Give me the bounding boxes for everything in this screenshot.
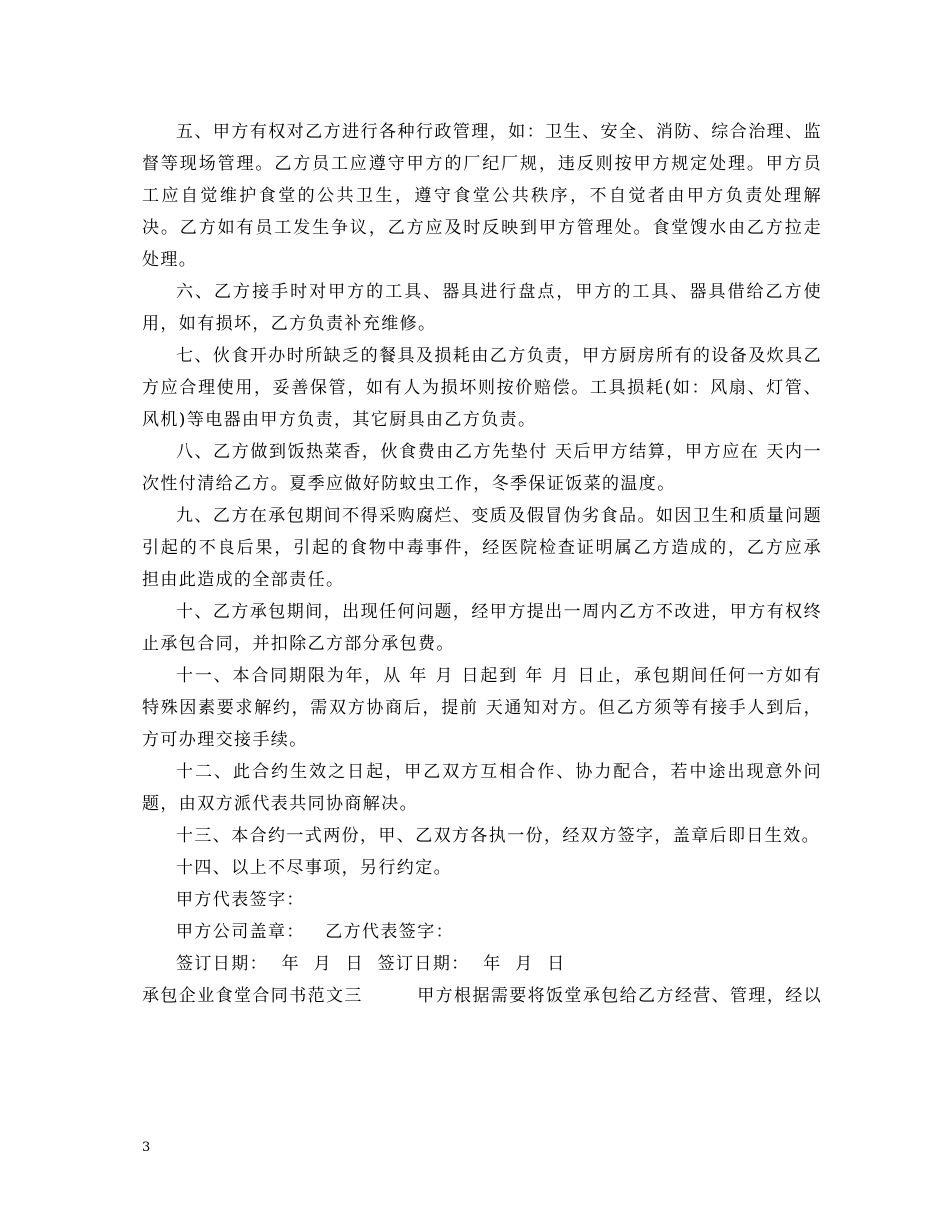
- clause-10: 十、乙方承包期间，出现任何问题，经甲方提出一周内乙方不改进，甲方有权终止承包合同，并扣除乙方部分承包费。: [142, 602, 822, 654]
- clause-12: 十二、此合约生效之日起，甲乙双方互相合作、协力配合，若中途出现意外问题，由双方派代表共同协商解决。: [142, 762, 822, 814]
- clause-5: 五、甲方有权对乙方进行各种行政管理，如：卫生、安全、消防、综合治理、监督等现场管理。乙方员工应遵守甲方的厂纪厂规，违反则按甲方规定处理。甲方员工应自觉维护食堂的公共卫生，遵守食堂公共秩序，不自觉者由甲方负责处理解决。乙方如有员工发生争议，乙方应及时反映到甲方管理处。食堂馊水由乙方拉走处理。: [142, 122, 822, 270]
- seal-signature-line: 甲方公司盖章： 乙方代表签字：: [176, 922, 455, 942]
- clause-14: 十四、以上不尽事项，另行约定。: [176, 858, 452, 878]
- clause-11: 十一、本合同期限为年，从 年 月 日起到 年 月 日止，承包期间任何一方如有特殊因素要求解约，需双方协商后，提前 天通知对方。但乙方须等有接手人到后，方可办理交接手续。: [142, 666, 822, 750]
- clause-6: 六、乙方接手时对甲方的工具、器具进行盘点，甲方的工具、器具借给乙方使用，如有损坏，乙方负责补充维修。: [142, 282, 822, 334]
- clause-7: 七、伙食开办时所缺乏的餐具及损耗由乙方负责，甲方厨房所有的设备及炊具乙方应合理使用，妥善保管，如有人为损坏则按价赔偿。工具损耗(如：风扇、灯管、风机)等电器由甲方负责，其它厨具由乙方负责。: [142, 346, 822, 430]
- clause-8: 八、乙方做到饭热菜香，伙食费由乙方先垫付 天后甲方结算，甲方应在 天内一次性付清给乙方。夏季应做好防蚊虫工作，冬季保证饭菜的温度。: [142, 442, 822, 494]
- next-section-heading: 承包企业食堂合同书范文三 甲方根据需要将饭堂承包给乙方经营、管理，经以: [142, 986, 823, 1006]
- signing-date-line: 签订日期： 年 月 日 签订日期： 年 月 日: [176, 954, 566, 974]
- clause-13: 十三、本合约一式两份，甲、乙双方各执一份，经双方签字，盖章后即日生效。: [176, 826, 820, 846]
- contract-body: [142, 116, 822, 1012]
- page-number: 3: [142, 1140, 151, 1155]
- clause-9: 九、乙方在承包期间不得采购腐烂、变质及假冒伪劣食品。如因卫生和质量问题引起的不良后果，引起的食物中毒事件，经医院检查证明属乙方造成的，乙方应承担由此造成的全部责任。: [142, 506, 822, 590]
- party-a-signature-line: 甲方代表签字：: [176, 890, 305, 910]
